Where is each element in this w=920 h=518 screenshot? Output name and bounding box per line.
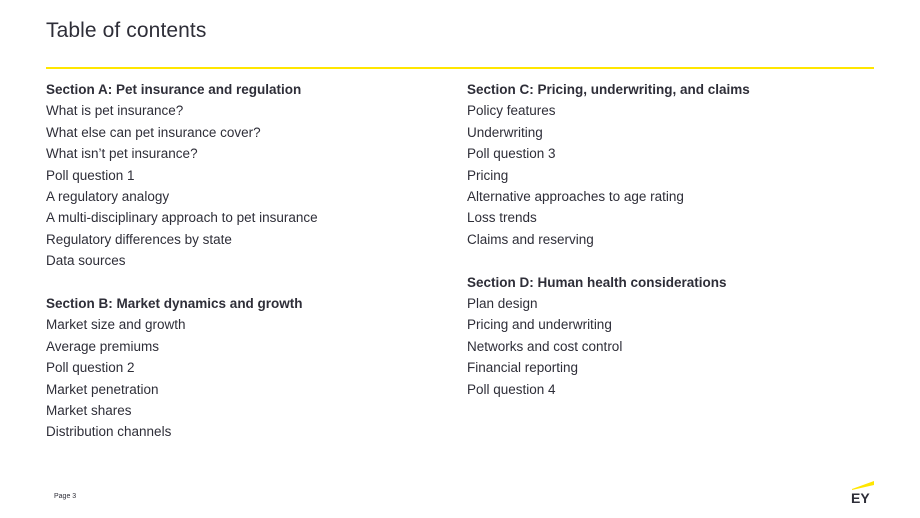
toc-column-right <box>467 79 750 400</box>
toc-item: Pricing <box>467 167 509 183</box>
ey-logo <box>850 478 876 504</box>
toc-item: Loss trends <box>467 210 537 226</box>
toc-item: Alternative approaches to age rating <box>467 189 684 205</box>
page-title: Table of contents <box>46 19 207 42</box>
toc-item: Distribution channels <box>46 424 172 440</box>
toc-item: Underwriting <box>467 124 543 140</box>
toc-item: Poll question 4 <box>467 381 556 397</box>
toc-item: Data sources <box>46 253 126 269</box>
toc-item: Claims and reserving <box>467 231 594 247</box>
toc-item: Regulatory differences by state <box>46 231 232 247</box>
toc-section-a <box>46 79 318 272</box>
toc-section-d <box>467 272 750 400</box>
section-d-heading: Section D: Human health considerations <box>467 274 727 290</box>
toc-item: Pricing and underwriting <box>467 317 612 333</box>
toc-item: A multi-disciplinary approach to pet insurance <box>46 210 318 226</box>
toc-item: Financial reporting <box>467 360 579 376</box>
toc-item: Market size and growth <box>46 317 186 333</box>
toc-item: What else can pet insurance cover? <box>46 124 261 140</box>
section-c-heading: Section C: Pricing, underwriting, and claims <box>467 82 750 97</box>
toc-item: Policy features <box>467 103 556 119</box>
section-b-heading: Section B: Market dynamics and growth <box>46 296 303 312</box>
toc-item: A regulatory analogy <box>46 189 170 205</box>
toc-column-left <box>46 79 318 443</box>
toc-item: What isn’t pet insurance? <box>46 146 198 162</box>
toc-section-b <box>46 293 318 443</box>
toc-item: Poll question 3 <box>467 146 556 162</box>
toc-section-c <box>467 79 750 250</box>
ey-logo-text: EY <box>851 490 870 504</box>
toc-item: Plan design <box>467 296 538 312</box>
toc-item: Poll question 1 <box>46 167 135 183</box>
section-a-heading: Section A: Pet insurance and regulation <box>46 82 302 97</box>
toc-item: Market penetration <box>46 381 159 397</box>
toc-item: Market shares <box>46 403 132 419</box>
toc-item: What is pet insurance? <box>46 103 184 119</box>
title-divider <box>46 67 874 69</box>
toc-item: Networks and cost control <box>467 338 623 354</box>
toc-item: Average premiums <box>46 338 160 354</box>
toc-item: Poll question 2 <box>46 360 135 376</box>
page-number: Page 3 <box>54 493 77 500</box>
